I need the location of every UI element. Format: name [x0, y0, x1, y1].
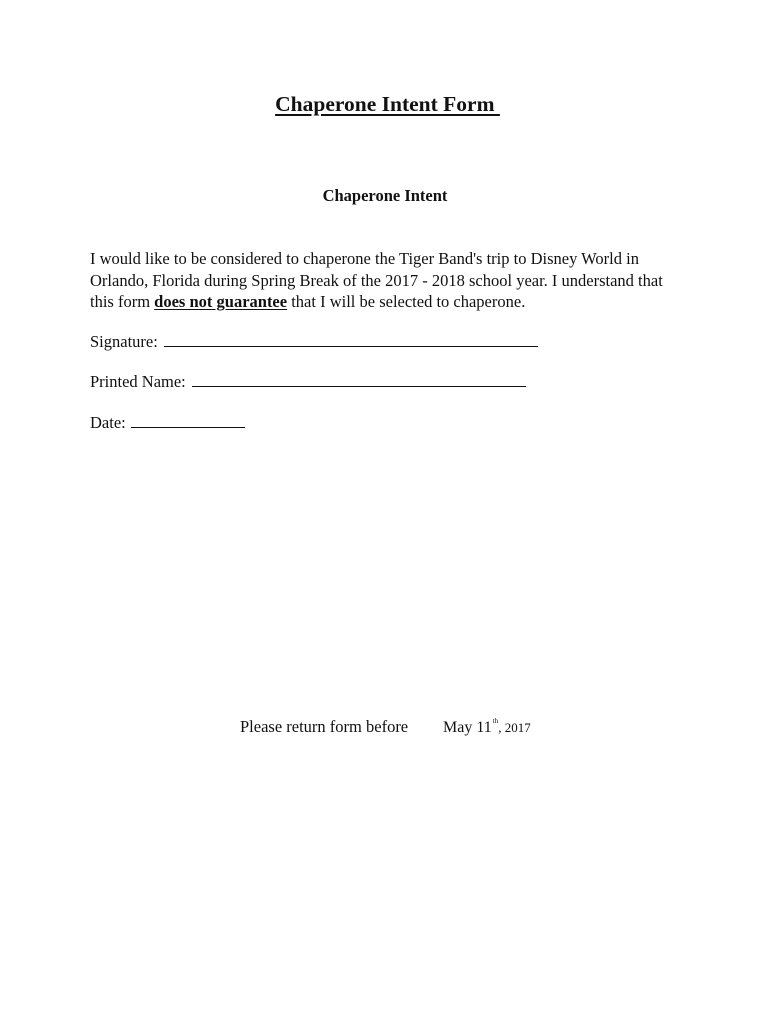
section-heading: Chaperone Intent: [322, 186, 448, 205]
printed-name-line[interactable]: [192, 385, 526, 387]
date-row: [90, 413, 245, 433]
signature-label: Signature:: [90, 332, 158, 351]
page-title: Chaperone Intent Form: [275, 92, 500, 116]
printed-name-row: [90, 372, 526, 392]
signature-line[interactable]: [164, 345, 538, 347]
paragraph-text-end: that I will be selected to chaperone.: [287, 292, 526, 311]
return-date-year: , 2017: [498, 720, 531, 735]
return-note: Please return form before: [240, 717, 409, 736]
printed-name-label: Printed Name:: [90, 372, 186, 391]
signature-row: [90, 332, 538, 352]
paragraph-text-start: I would like to be considered to chaperone the Tiger Band's trip to Disney World in Orlando, Florida during Spring Break of the 2017 - 2018 school year. I understand that this form: [90, 249, 663, 311]
date-label: Date:: [90, 413, 126, 432]
return-date-suffix: th: [492, 717, 499, 725]
return-deadline: [443, 717, 531, 737]
return-date-main: May 11: [443, 719, 492, 736]
paragraph-emphasis: does not guarantee: [154, 292, 288, 311]
intent-paragraph: [90, 248, 680, 313]
date-line[interactable]: [131, 426, 245, 428]
